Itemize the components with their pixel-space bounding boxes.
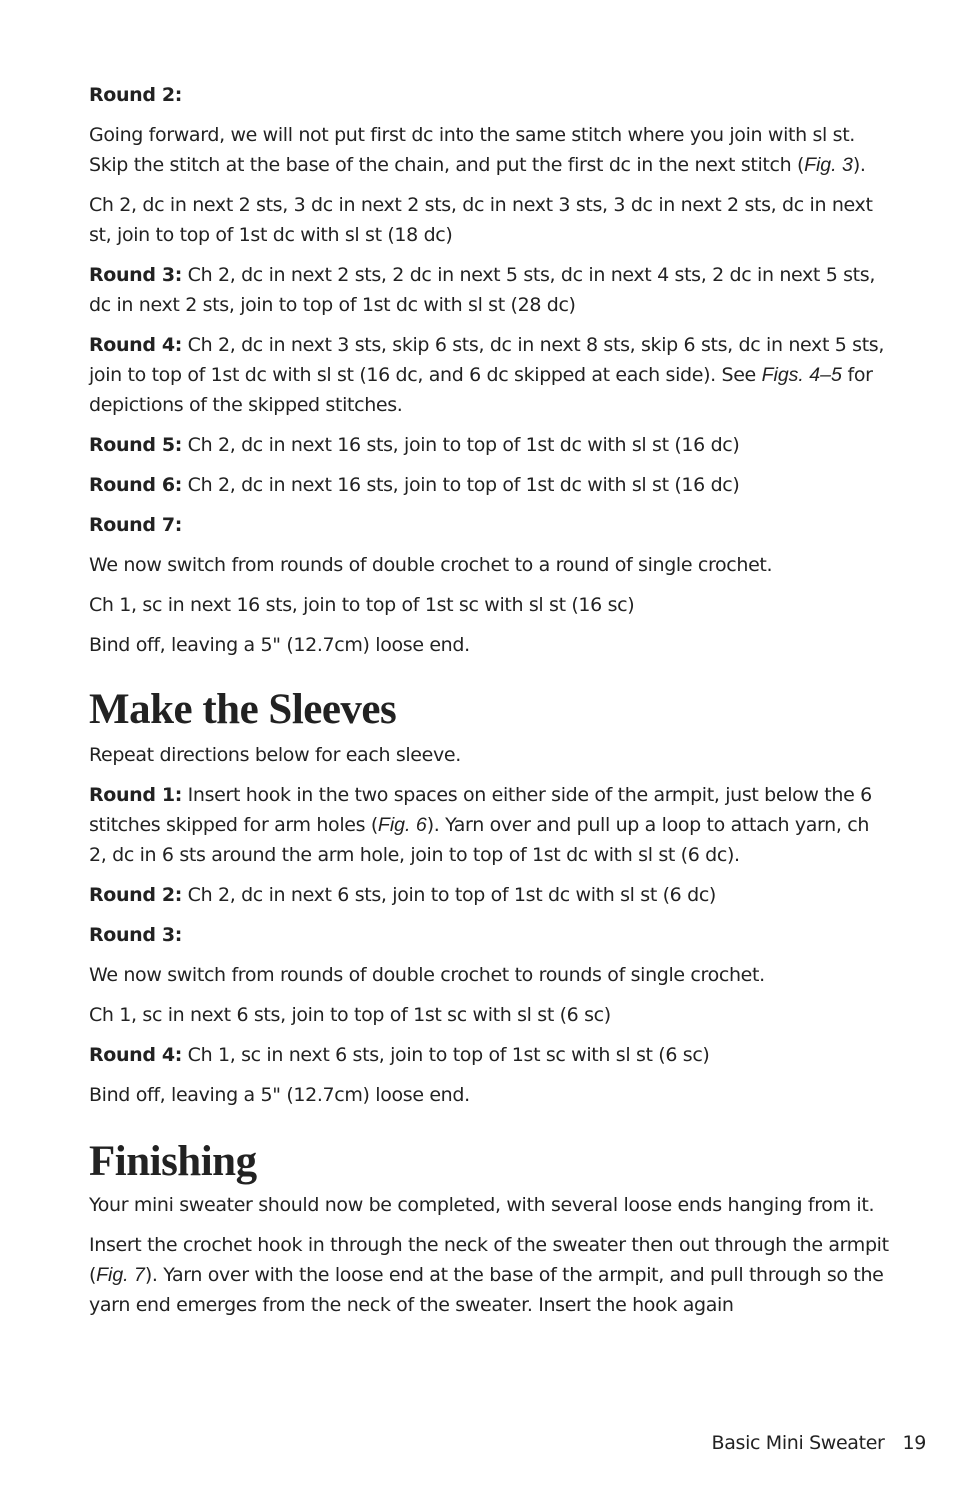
sleeve-round2-paragraph: [89, 880, 889, 910]
round-label: Round 2:: [89, 884, 182, 906]
round2-paragraph-1: [89, 120, 889, 180]
sleeve-round3-paragraph-1: We now switch from rounds of double crochet to rounds of single crochet.: [89, 964, 765, 986]
round-label: Round 4:: [89, 334, 182, 356]
text-segment: Ch 2, dc in next 16 sts, join to top of 1st dc with sl st (16 dc): [181, 474, 740, 496]
round7-paragraph-2: Ch 1, sc in next 16 sts, join to top of 1st sc with sl st (16 sc): [89, 594, 635, 616]
sleeve-round3-heading: Round 3:: [89, 924, 182, 946]
round-label: Round 5:: [89, 434, 182, 456]
text-segment: Ch 1, sc in next 6 sts, join to top of 1st sc with sl st (6 sc): [181, 1044, 710, 1066]
round5-paragraph: [89, 430, 889, 460]
text-segment: Ch 2, dc in next 16 sts, join to top of 1st dc with sl st (16 dc): [181, 434, 740, 456]
round2-heading: Round 2:: [89, 84, 182, 106]
text-segment: Insert the crochet hook in through the neck of the sweater then out through the armpit (: [89, 1234, 889, 1286]
round-label: Round 6:: [89, 474, 182, 496]
round7-heading: Round 7:: [89, 514, 182, 536]
text-segment: ). Yarn over and pull up a loop to attach yarn, ch 2, dc in 6 sts around the arm hole, join to top of 1st dc with sl st (6 dc).: [89, 814, 870, 866]
round-label: Round 1:: [89, 784, 182, 806]
page-number: 19: [902, 1432, 926, 1454]
section-heading-sleeves: Make the Sleeves: [89, 686, 397, 733]
round3-paragraph: [89, 260, 889, 320]
figure-reference: Fig. 6: [377, 814, 427, 836]
footer-title: Basic Mini Sweater: [711, 1432, 885, 1454]
round-label: Round 4:: [89, 1044, 182, 1066]
section-heading-finishing: Finishing: [89, 1138, 257, 1185]
text-segment: Insert hook in the two spaces on either side of the armpit, just below the 6 stitches skipped for arm holes (: [89, 784, 872, 836]
text-segment: ).: [852, 154, 866, 176]
sleeve-round1-paragraph: [89, 780, 889, 870]
finishing-paragraph-1: Your mini sweater should now be completed, with several loose ends hanging from it.: [89, 1194, 875, 1216]
figure-reference: Figs. 4–5: [761, 364, 842, 386]
round6-paragraph: [89, 470, 889, 500]
text-segment: ). Yarn over with the loose end at the base of the armpit, and pull through so the yarn end emerges from the neck of the sweater. Insert the hook again: [89, 1264, 884, 1316]
text-segment: Ch 2, dc in next 6 sts, join to top of 1st dc with sl st (6 dc): [181, 884, 716, 906]
page-footer: [712, 1432, 926, 1454]
round7-paragraph-1: We now switch from rounds of double crochet to a round of single crochet.: [89, 554, 773, 576]
round-label: Round 3:: [89, 264, 182, 286]
figure-reference: Fig. 7: [96, 1264, 145, 1286]
round2-paragraph-2: Ch 2, dc in next 2 sts, 3 dc in next 2 sts, dc in next 3 sts, 3 dc in next 2 sts, dc in next st, join to top of 1st dc with sl st (18 dc): [89, 194, 873, 246]
sleeve-round4-paragraph: [89, 1040, 889, 1070]
figure-reference: Fig. 3: [804, 154, 853, 176]
sleeve-round3-paragraph-2: Ch 1, sc in next 6 sts, join to top of 1st sc with sl st (6 sc): [89, 1004, 611, 1026]
finishing-paragraph-2: [89, 1230, 889, 1320]
sleeves-intro: Repeat directions below for each sleeve.: [89, 744, 461, 766]
bind-off-paragraph: Bind off, leaving a 5" (12.7cm) loose end.: [89, 634, 470, 656]
bind-off-paragraph: Bind off, leaving a 5" (12.7cm) loose end.: [89, 1084, 470, 1106]
text-segment: Ch 2, dc in next 3 sts, skip 6 sts, dc in next 8 sts, skip 6 sts, dc in next 5 sts, join to top of 1st dc with sl st (16 dc, and 6 dc skipped at each side). See: [89, 334, 885, 386]
text-segment: for depictions of the skipped stitches.: [89, 364, 873, 416]
round4-paragraph: [89, 330, 889, 420]
text-segment: Going forward, we will not put first dc into the same stitch where you join with sl st. Skip the stitch at the base of the chain, and put the first dc in the next stitch (: [89, 124, 855, 176]
text-segment: Ch 2, dc in next 2 sts, 2 dc in next 5 sts, dc in next 4 sts, 2 dc in next 5 sts, dc in next 2 sts, join to top of 1st dc with sl st (28 dc): [89, 264, 876, 316]
page-body: [89, 80, 889, 1330]
